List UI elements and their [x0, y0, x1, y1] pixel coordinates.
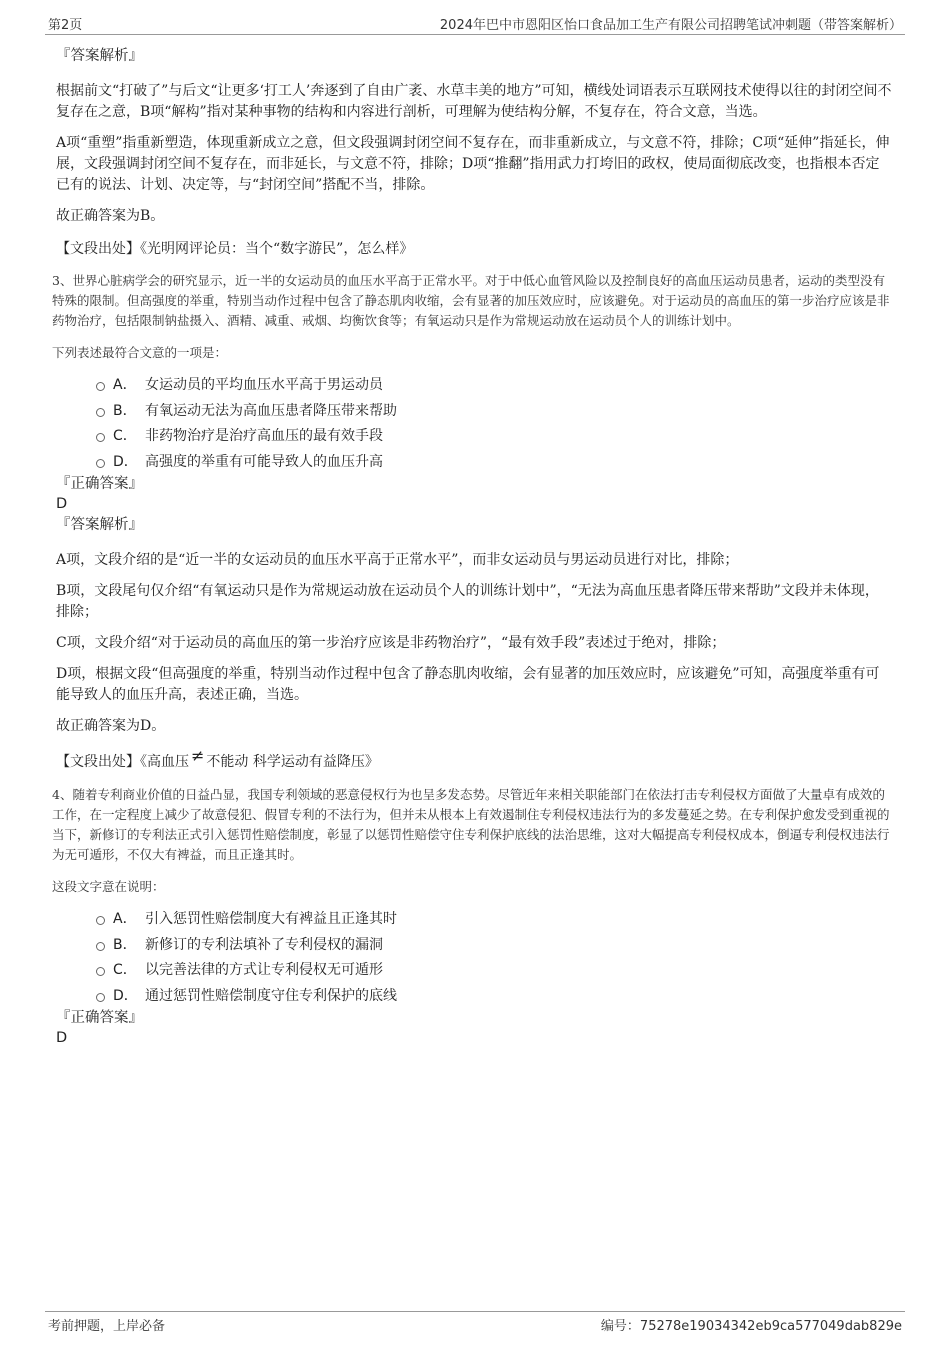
radio-button[interactable]	[96, 433, 105, 442]
radio-button[interactable]	[96, 459, 105, 468]
answer-conclusion: 故正确答案为B。	[56, 208, 165, 224]
options-list	[56, 909, 892, 1011]
correct-answer: D	[56, 496, 68, 512]
source-citation	[56, 746, 892, 772]
analysis-paragraph: D项，根据文段“但高强度的举重，特别当动作过程中包含了静态肌肉收缩，会有显著的加压效应时，应该避免”可知，高强度举重有可能导致人的血压升高，表述正确，当选。	[56, 666, 880, 703]
option-text: 高强度的举重有可能导致人的血压升高	[145, 453, 383, 470]
source-title-end: 不能动 科学运动有益降压》	[206, 754, 379, 770]
option-text: 新修订的专利法填补了专利侵权的漏洞	[145, 936, 383, 953]
page-footer	[45, 1311, 905, 1334]
analysis-paragraph: A项“重塑”指重新塑造，体现重新成立之意，但文段强调封闭空间不复存在，而非重新成立，与文意不符，排除；C项“延伸”指延长，伸展，文段强调封闭空间不复存在，而非延长，与文意不符，排除；D项“推翻”指用武力打垮旧的政权，使局面彻底改变，也指根本否定已有的说法、计划、决定等，与“封闭空间”搭配不当，排除。	[56, 135, 890, 193]
option-c[interactable]	[96, 960, 892, 986]
source-citation: 【文段出处】《光明网评论员：当个“数字游民”，怎么样》	[56, 241, 414, 257]
analysis-paragraph: 根据前文“打破了”与后文“让更多‘打工人’奔逐到了自由广袤、水草丰美的地方”可知，横线处词语表示互联网技术使得以往的封闭空间不复存在之意，B项“解构”指对某种事物的结构和内容进行剖析，可理解为使结构分解，不复存在，符合文意，当选。	[56, 83, 892, 120]
analysis-label: 『答案解析』	[56, 517, 143, 533]
correct-answer-label: 『正确答案』	[56, 476, 143, 492]
option-a[interactable]	[96, 909, 892, 935]
not-equal-symbol: ≠	[191, 746, 205, 765]
option-text: 有氧运动无法为高血压患者降压带来帮助	[145, 402, 397, 419]
analysis-paragraph: C项，文段介绍“对于运动员的高血压的第一步治疗应该是非药物治疗”，“最有效手段”表述过于绝对，排除；	[56, 635, 726, 651]
footer-slogan: 考前押题，上岸必备	[48, 1319, 166, 1334]
option-b[interactable]	[96, 935, 892, 961]
analysis-paragraph: B项，文段尾句仅介绍“有氧运动只是作为常规运动放在运动员个人的训练计划中”，“无法为高血压患者降压带来帮助”文段并未体现，排除；	[56, 583, 879, 620]
analysis-paragraph: A项，文段介绍的是“近一半的女运动员的血压水平高于正常水平”，而非女运动员与男运动员进行对比，排除；	[56, 552, 739, 568]
option-text: 女运动员的平均血压水平高于男运动员	[145, 377, 383, 393]
option-letter: B．	[113, 402, 137, 419]
option-letter: B．	[113, 936, 137, 953]
question-prompt: 下列表述最符合文意的一项是：	[52, 345, 228, 360]
answer-conclusion: 故正确答案为D。	[56, 718, 166, 734]
option-letter: A．	[113, 377, 137, 393]
radio-button[interactable]	[96, 408, 105, 417]
question-text: 3、世界心脏病学会的研究显示，近一半的女运动员的血压水平高于正常水平。对于中低心血管风险以及控制良好的高血压运动员患者，运动的类型没有特殊的限制。但高强度的举重，特别当动作过程中包含了静态肌肉收缩，会有显著的加压效应时，应该避免。对于运动员的高血压的第一步治疗应该是非药物治疗，包括限制钠盐摄入、酒精、减重、戒烟、均衡饮食等；有氧运动只是作为常规运动放在运动员个人的训练计划中。	[52, 273, 890, 328]
radio-button[interactable]	[96, 942, 105, 951]
option-text: 引入惩罚性赔偿制度大有裨益且正逢其时	[145, 911, 397, 927]
radio-button[interactable]	[96, 967, 105, 976]
option-letter: A．	[113, 911, 137, 927]
document-id: 编号：75278e19034342eb9ca577049dab829e	[600, 1319, 902, 1334]
analysis-label: 『答案解析』	[56, 48, 143, 64]
radio-button[interactable]	[96, 916, 105, 925]
document-title: 2024年巴中市恩阳区怡口食品加工生产有限公司招聘笔试冲刺题（带答案解析）	[439, 18, 902, 33]
page-number: 第2页	[48, 18, 83, 33]
option-text: 非药物治疗是治疗高血压的最有效手段	[145, 428, 383, 444]
option-letter: C．	[113, 962, 137, 978]
options-list	[56, 375, 892, 477]
option-text: 以完善法律的方式让专利侵权无可遁形	[145, 962, 383, 978]
question-text: 4、随着专利商业价值的日益凸显，我国专利领域的恶意侵权行为也呈多发态势。尽管近年来相关职能部门在依法打击专利侵权方面做了大量卓有成效的工作，在一定程度上减少了故意侵犯、假冒专利的不法行为，但并未从根本上有效遏制住专利侵权违法行为的多发蔓延之势。在专利保护愈发受到重视的当下，新修订的专利法正式引入惩罚性赔偿制度，彰显了以惩罚性赔偿守住专利保护底线的法治思维，这对大幅提高专利侵权成本，倒逼专利侵权违法行为无可遁形，不仅大有裨益，而且正逢其时。	[52, 787, 890, 862]
radio-button[interactable]	[96, 993, 105, 1002]
page-content	[52, 44, 892, 1048]
radio-button[interactable]	[96, 382, 105, 391]
option-letter: C．	[113, 428, 137, 444]
option-text: 通过惩罚性赔偿制度守住专利保护的底线	[145, 987, 397, 1004]
option-b[interactable]	[96, 401, 892, 427]
option-a[interactable]	[96, 375, 892, 401]
page-header	[45, 14, 905, 35]
correct-answer-label: 『正确答案』	[56, 1010, 143, 1026]
source-title-start: 【文段出处】《高血压	[56, 754, 189, 770]
question-prompt: 这段文字意在说明：	[52, 879, 165, 894]
option-letter: D．	[113, 987, 138, 1004]
option-letter: D．	[113, 453, 138, 470]
correct-answer: D	[56, 1030, 68, 1046]
option-c[interactable]	[96, 426, 892, 452]
